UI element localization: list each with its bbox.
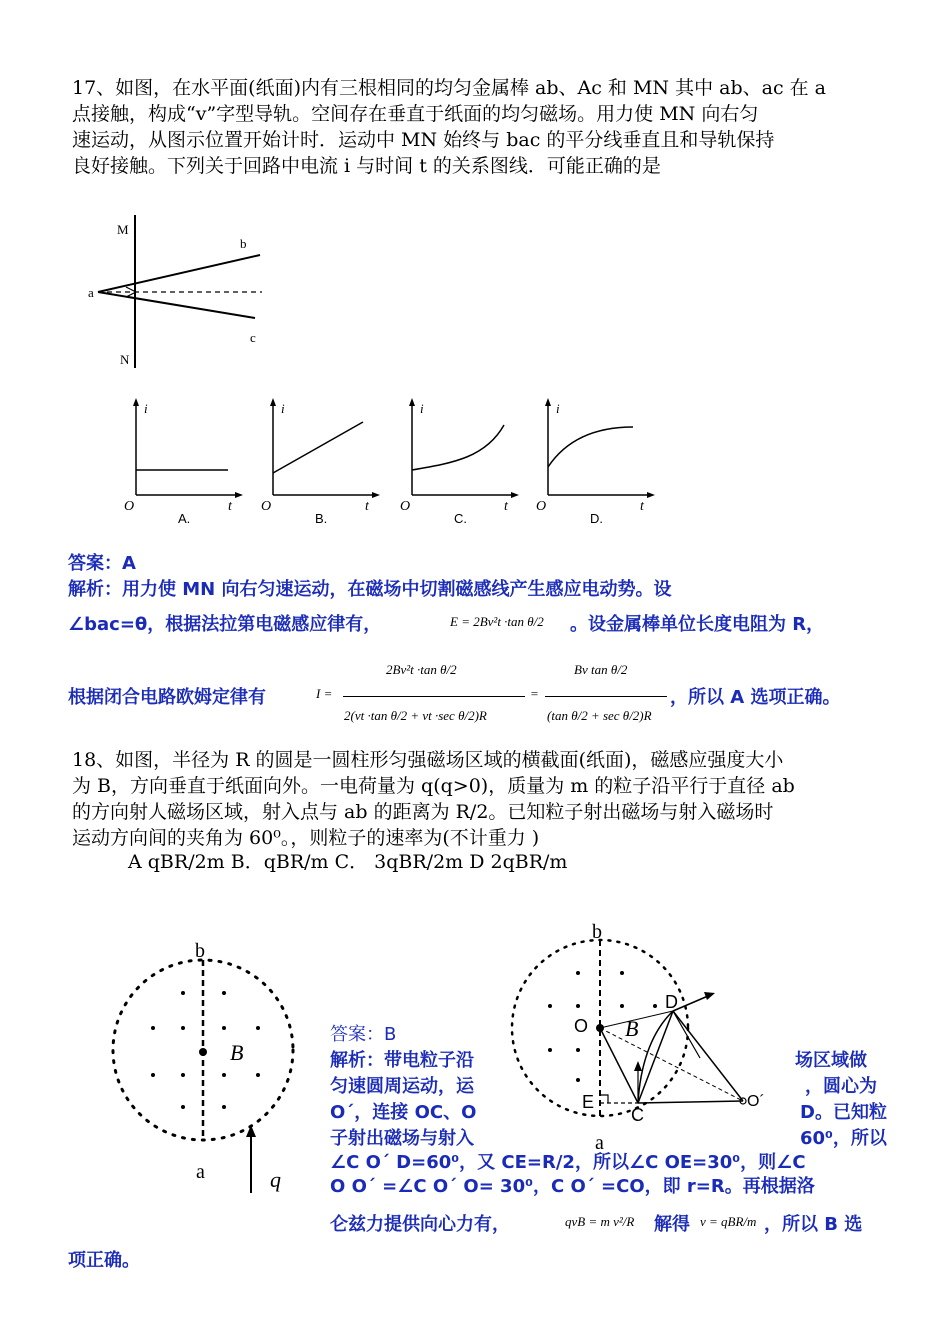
q18-trajectory-diagram bbox=[510, 918, 780, 1153]
axis-t: t bbox=[228, 499, 232, 514]
q17-graph-d bbox=[530, 395, 660, 530]
label-c: c bbox=[250, 330, 256, 345]
q18-analysis-line-2-right: ，圆心为 bbox=[805, 1076, 877, 1097]
q18-line-3: 的方向射人磁场区域，射入点与 ab 的距离为 R/2。已知粒子射出磁场与射入磁场时 bbox=[72, 801, 774, 823]
curve-d bbox=[548, 427, 633, 467]
label-c: C bbox=[631, 1105, 644, 1125]
formula-lorentz: qvB = m v²/R bbox=[565, 1214, 635, 1229]
fraction-bar-2 bbox=[545, 696, 667, 697]
q18-line-1: 18、如图，半径为 R 的圆是一圆柱形匀强磁场区域的横截面(纸面)，磁感应强度大小 bbox=[72, 749, 784, 771]
q18-analysis-line-8: 项正确。 bbox=[68, 1250, 140, 1271]
q18-field-diagram bbox=[100, 935, 310, 1200]
axis-i: i bbox=[144, 401, 148, 416]
curve-c bbox=[412, 425, 504, 470]
q18-analysis-line-5: ∠C O´ D=60⁰，又 CE=R/2，所以∠C OE=30⁰，则∠C bbox=[330, 1152, 806, 1173]
label-field-b: B bbox=[230, 1040, 244, 1065]
q18-analysis-line-4: 子射出磁场与射入 bbox=[330, 1128, 474, 1149]
q18-analysis-line-7a: 仑兹力提供向心力有， bbox=[330, 1214, 510, 1235]
label-b: b bbox=[195, 940, 205, 962]
q17-analysis-line-2a: ∠bac=θ，根据法拉第电磁感应律有， bbox=[68, 614, 382, 635]
q17-graph-b bbox=[255, 395, 385, 530]
formula-current-i: I = bbox=[316, 686, 333, 701]
label-o-prime: O´ bbox=[747, 1093, 765, 1110]
origin-o: O bbox=[400, 499, 411, 514]
graph-label-d: D. bbox=[590, 511, 603, 526]
q18-analysis-line-6: O O´ =∠C O´ O= 30⁰，C O´ =CO，即 r=R。再根据洛 bbox=[330, 1176, 815, 1197]
q18-options: A qBR/2m B．qBR/m C． 3qBR/2m D 2qBR/m bbox=[128, 851, 568, 873]
formula-emf: E = 2Bv²t ·tan θ/2 bbox=[450, 614, 544, 629]
axis-t: t bbox=[640, 499, 644, 514]
q18-analysis-line-7c: ，所以 B 选 bbox=[764, 1214, 863, 1235]
axis-t: t bbox=[365, 499, 369, 514]
q18-analysis-line-7b: 解得 bbox=[654, 1214, 690, 1235]
axis-i: i bbox=[281, 401, 285, 416]
origin-o: O bbox=[124, 499, 135, 514]
formula-den-2: (tan θ/2 + sec θ/2)R bbox=[547, 708, 652, 723]
q17-line-2: 点接触，构成“v”字型导轨。空间存在垂直于纸面的均匀磁场。用力使 MN 向右匀 bbox=[72, 103, 759, 125]
q18-analysis-line-2: 匀速圆周运动，运 bbox=[330, 1076, 474, 1097]
origin-o: O bbox=[536, 499, 547, 514]
q18-analysis-line-3-right: D。已知粒 bbox=[800, 1102, 887, 1123]
axis-t: t bbox=[504, 499, 508, 514]
label-a: a bbox=[88, 285, 94, 300]
label-q: q bbox=[270, 1167, 281, 1192]
label-b: b bbox=[592, 921, 602, 943]
q17-analysis-line-3b: ，所以 A 选项正确。 bbox=[670, 687, 841, 708]
graph-label-b: B. bbox=[315, 511, 328, 526]
q17-line-1: 17、如图，在水平面(纸面)内有三根相同的均匀金属棒 ab、Ac 和 MN 其中 ab、ac 在 a bbox=[72, 77, 826, 99]
q17-analysis-line-3a: 根据闭合电路欧姆定律有 bbox=[68, 687, 266, 708]
label-a: a bbox=[196, 1161, 205, 1183]
q18-analysis-line-4-right: 60⁰，所以 bbox=[800, 1128, 887, 1149]
graph-label-a: A. bbox=[178, 511, 191, 526]
label-a: a bbox=[595, 1132, 604, 1153]
q18-answer: 答案：B bbox=[330, 1024, 397, 1045]
q18-analysis-line-3: O´，连接 OC、O bbox=[330, 1102, 477, 1123]
fraction-bar-1 bbox=[343, 696, 525, 697]
q18-analysis-line-1-right: 场区域做 bbox=[795, 1050, 867, 1071]
formula-den-1: 2(vt ·tan θ/2 + vt ·sec θ/2)R bbox=[344, 708, 487, 723]
q17-answer: 答案：A bbox=[68, 553, 136, 574]
formula-num-2: Bv tan θ/2 bbox=[574, 662, 628, 677]
label-d: D bbox=[665, 992, 678, 1012]
label-field-b: B bbox=[625, 1016, 639, 1041]
graph-label-c: C. bbox=[454, 511, 467, 526]
axis-i: i bbox=[556, 401, 560, 416]
label-m: M bbox=[117, 222, 129, 237]
q17-rails-diagram bbox=[80, 215, 280, 380]
label-e: E bbox=[582, 1092, 595, 1112]
formula-equals: = bbox=[530, 686, 539, 701]
q17-analysis-line-1: 解析：用力使 MN 向右匀速运动，在磁场中切割磁感线产生感应电动势。设 bbox=[68, 579, 672, 600]
q17-line-3: 速运动，从图示位置开始计时．运动中 MN 始终与 bac 的平分线垂直且和导轨保持 bbox=[72, 129, 775, 151]
q17-graph-c bbox=[394, 395, 524, 530]
formula-velocity: v = qBR/m bbox=[700, 1214, 757, 1229]
label-o: O bbox=[574, 1016, 589, 1036]
q17-analysis-line-2b: 。设金属棒单位长度电阻为 R， bbox=[570, 614, 825, 635]
axis-i: i bbox=[420, 401, 424, 416]
q18-analysis-line-1: 解析：带电粒子沿 bbox=[330, 1050, 474, 1071]
q17-graph-a bbox=[118, 395, 248, 530]
origin-o: O bbox=[261, 499, 272, 514]
label-n: N bbox=[120, 352, 130, 367]
q18-line-2: 为 B，方向垂直于纸面向外。一电荷量为 q(q>0)，质量为 m 的粒子沿平行于直径 ab bbox=[72, 775, 795, 797]
curve-b bbox=[273, 422, 363, 473]
q18-line-4: 运动方向间的夹角为 60⁰。，则粒子的速率为(不计重力 ) bbox=[72, 827, 540, 849]
q17-line-4: 良好接触。下列关于回路中电流 i 与时间 t 的关系图线．可能正确的是 bbox=[72, 155, 661, 177]
label-b: b bbox=[240, 236, 247, 251]
formula-num-1: 2Bv²t ·tan θ/2 bbox=[386, 662, 457, 677]
